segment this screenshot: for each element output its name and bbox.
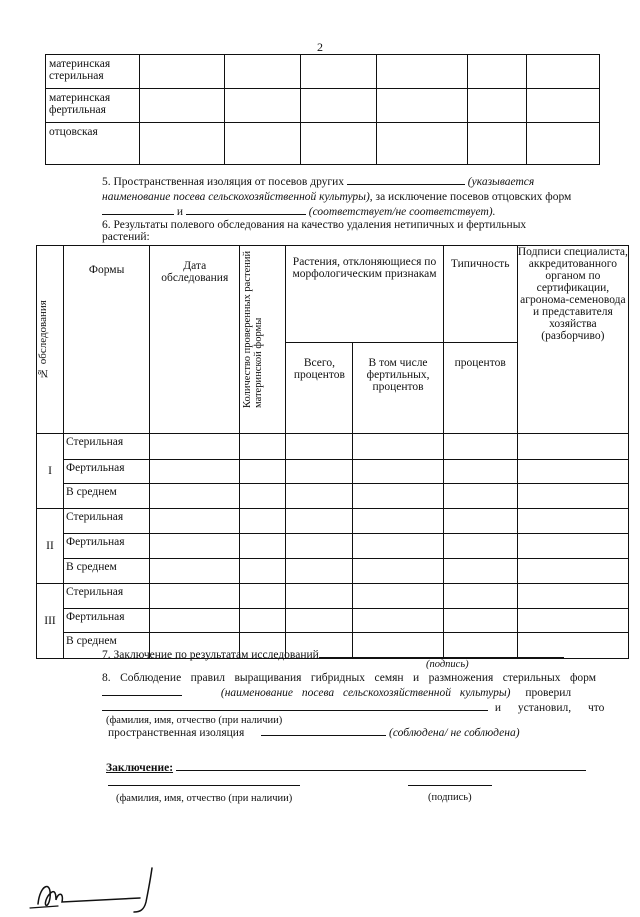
form-label: Фертильная	[64, 534, 150, 559]
section7-line: 7. Заключение по результатам исследований	[102, 649, 564, 661]
page-number: 2	[317, 40, 323, 54]
section8-line2: (наименование посева сельскохозяйственной культуры) проверил	[102, 687, 571, 699]
conclusion-field[interactable]	[319, 657, 564, 658]
results-table	[36, 245, 629, 659]
section6-title: 6. Результаты полевого обследования на качество удаления нетипичных и фертильных	[102, 219, 527, 231]
table-row	[37, 609, 629, 633]
conclusion-signature-hint: (подпись)	[428, 792, 472, 803]
inspector-field[interactable]	[102, 710, 488, 711]
count-header: Количество проверенных растений материнской формы	[242, 250, 265, 408]
table-row	[37, 434, 629, 460]
fio-hint: (фамилия, имя, отчество (при наличии)	[106, 715, 283, 726]
table-row	[46, 89, 600, 123]
row-label: материнская стерильная	[46, 55, 140, 89]
form-field-1[interactable]	[102, 214, 174, 215]
isolation-field[interactable]	[261, 735, 386, 736]
section8-line3: и установил, что	[102, 702, 604, 714]
conclusion-fio-hint: (фамилия, имя, отчество (при наличии)	[116, 793, 293, 804]
section8-line1: 8. Соблюдение правил выращивания гибридных семян и размножения стерильных форм	[102, 672, 596, 684]
forms-header: Формы	[64, 246, 150, 434]
group-numeral: II	[37, 509, 64, 584]
form-label: Фертильная	[64, 609, 150, 633]
form-label: В среднем	[64, 484, 150, 509]
table-row	[46, 123, 600, 165]
conclusion-label: Заключение:	[106, 762, 174, 774]
survey-number-header: № обследования	[37, 300, 49, 379]
percent-header: процентов	[443, 343, 517, 434]
group-numeral: III	[37, 584, 64, 659]
table-row	[46, 55, 600, 89]
section5-line3: и (соответствует/не соответствует).	[102, 206, 495, 218]
top-table	[45, 54, 600, 165]
group-numeral: I	[37, 434, 64, 509]
form-label: В среднем	[64, 559, 150, 584]
table-row	[37, 460, 629, 484]
form-field-2[interactable]	[186, 214, 306, 215]
table-row	[37, 534, 629, 559]
typicality-header: Типичность	[443, 246, 517, 343]
conclusion-line	[106, 762, 586, 774]
form-label: Стерильная	[64, 584, 150, 609]
section5-line2: наименование посева сельскохозяйственной культуры), за исключение посевов отцовских форм	[102, 191, 572, 203]
table-row	[37, 559, 629, 584]
form-label: Фертильная	[64, 460, 150, 484]
signatures-header: Подписи специалиста, аккредитованного органом по сертификации, агронома-семеновода и представителя хозяйства (разборчиво)	[517, 246, 628, 434]
signature-line[interactable]	[408, 785, 492, 786]
row-label: отцовская	[46, 123, 140, 165]
isolation-line: пространственная изоляция (соблюдена/ не соблюдена)	[108, 727, 520, 739]
total-percent-header: Всего, процентов	[286, 343, 353, 434]
handwritten-signature	[22, 862, 172, 917]
section5-line1: 5. Пространственная изоляция от посевов других (указывается	[102, 176, 535, 188]
fertile-percent-header: В том числе фертильных, процентов	[353, 343, 443, 434]
fio-signature-line[interactable]	[108, 785, 300, 786]
culture-field-2[interactable]	[102, 695, 182, 696]
form-label: Стерильная	[64, 434, 150, 460]
culture-field[interactable]	[347, 184, 465, 185]
section6-title-2: растений:	[102, 231, 150, 243]
form-label: В среднем	[64, 633, 150, 659]
table-row	[37, 484, 629, 509]
date-header: Дата обследования	[150, 246, 240, 434]
signature-hint: (подпись)	[426, 659, 469, 670]
deviating-header: Растения, отклоняющиеся по морфологическим признакам	[286, 246, 443, 343]
header-row	[37, 246, 629, 343]
row-label: материнская фертильная	[46, 89, 140, 123]
form-label: Стерильная	[64, 509, 150, 534]
conclusion-text-field[interactable]	[176, 770, 586, 771]
table-row	[37, 509, 629, 534]
table-row	[37, 584, 629, 609]
